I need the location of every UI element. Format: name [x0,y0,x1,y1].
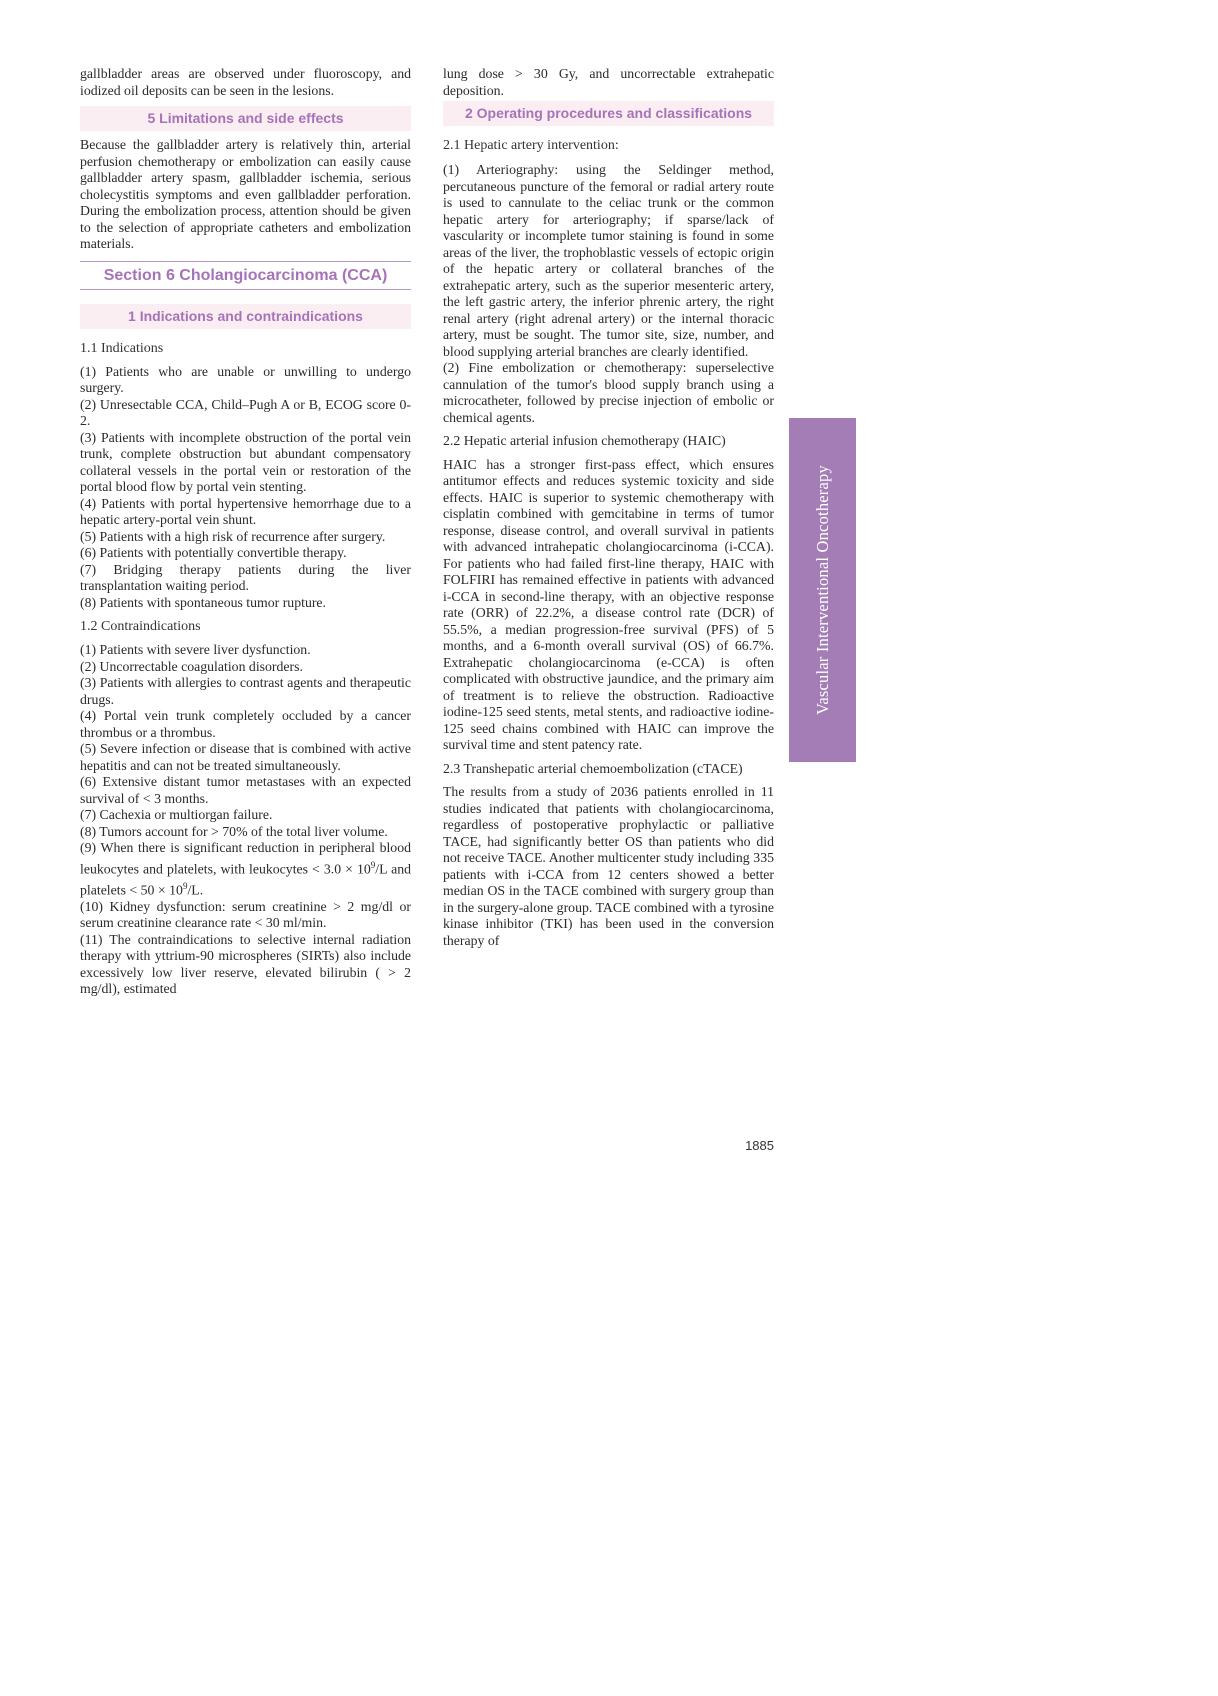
subheading-indications: 1.1 Indications [80,340,164,356]
list-item: (8) Patients with spontaneous tumor rupture. [80,594,327,610]
exponent: 9 [370,859,376,870]
subheading-haic: 2.2 Hepatic arterial infusion chemotherapy (HAIC) [443,433,726,448]
list-item: (7) Bridging therapy patients during the liver transplantation waiting period. [80,561,411,593]
subheading-contraindications: 1.2 Contraindications [80,619,201,634]
list-item: (4) Portal vein trunk completely occluded by a cancer thrombus or a thrombus. [80,708,411,740]
unit-text: /L. [187,882,204,898]
indications-list [80,364,411,612]
subheading-ctace: 2.3 Transhepatic arterial chemoembolization (cTACE) [443,760,743,776]
list-item: (2) Uncorrectable coagulation disorders. [80,658,303,674]
list-item: (2) Unresectable CCA, Child–Pugh A or B, ECOG score 0-2. [80,396,411,428]
list-item: (7) Cachexia or multiorgan failure. [80,807,273,822]
chapter-title: Section 6 Cholangiocarcinoma (CCA) [80,261,411,290]
list-item: (11) The contraindications to selective internal radiation therapy with yttrium-90 microspheres (SIRTs) also include excessively low liver reserve, elevated bilirubin ( > 2 mg/dl), estimated [80,931,411,997]
list-item: (8) Tumors account for > 70% of the total liver volume. [80,823,388,839]
paragraph-fine-embolization: (2) Fine embolization or chemotherapy: superselective cannulation of the tumor's blood supply branch using a microcatheter, followed by precise injection of embolic or chemical agents. [443,360,774,425]
paragraph-arteriography: (1) Arteriography: using the Seldinger method, percutaneous puncture of the femoral or radial artery route is used to cannulate to the celiac trunk or the common hepatic artery for arteriography; if sparse/lack of vascularity or incomplete tumor staining is found in some areas of the liver, the trophoblastic vessels of ectopic origin of the hepatic artery or collateral branches of the extrahepatic artery, such as the superior mesenteric artery, the left gastric artery, the inferior phrenic artery, the right renal artery (right adrenal artery) or the internal thoracic artery, must be sought. The tumor site, size, number, and blood supplying arterial branches are clearly identified. [443,162,774,359]
list-item-leukocytes [80,840,411,899]
list-item: (4) Patients with portal hypertensive hemorrhage due to a hepatic artery-portal vein shunt. [80,495,411,527]
paragraph-haic: HAIC has a stronger first-pass effect, which ensures antitumor effects and reduces systemic toxicity and side effects. HAIC is superior to systemic chemotherapy with cisplatin combined with gemcitabine in terms of tumor response, disease control, and overall survival in patients with advanced intrahepatic cholangiocarcinoma (i-CCA). For patients who had failed first-line therapy, HAIC with FOLFIRI has remained effective in patients with advanced i-CCA in second-line therapy, with an objective response rate (ORR) of 22.2%, a disease control rate (DCR) of 55.5%, a median progression-free survival (PFS) of 5 months, and a 6-month overall survival (OS) of 66.7%. Extrahepatic cholangiocarcinoma (e-CCA) is often complicated with obstructive jaundice, and the primary aim of treatment is to relieve the obstruction. Radioactive iodine-125 seed stents, metal stents, and radioactive iodine-125 seed chains combined with HAIC can improve the survival time and stent patency rate. [443,456,774,752]
paragraph-intro-left: gallbladder areas are observed under fluoroscopy, and iodized oil deposits can be seen in the lesions. [80,66,411,98]
list-item: (1) Patients who are unable or unwilling to undergo surgery. [80,363,411,395]
paragraph-ctace: The results from a study of 2036 patients enrolled in 11 studies indicated that patients with cholangiocarcinoma, regardless of postoperative prophylactic or palliative TACE, had significantly better OS than patients who did not receive TACE. Another multicenter study including 335 patients with i-CCA from 12 centers showed a better median OS in the TACE combined with surgery group than in the surgery-alone group. TACE combined with a tyrosine kinase inhibitor (TKI) has been used in the conversion therapy of [443,784,774,948]
exponent: 9 [182,880,188,891]
paragraph-intro-right: lung dose > 30 Gy, and uncorrectable extrahepatic deposition. [443,66,774,98]
list-item: (5) Patients with a high risk of recurrence after surgery. [80,528,386,544]
list-item: (6) Extensive distant tumor metastases with an expected survival of < 3 months. [80,774,411,806]
page-number: 1885 [745,1138,774,1153]
contraindications-list [80,642,411,998]
leukocyte-text: (9) When there is significant reduction in peripheral blood leukocytes and platelets, with leukocytes < 3.0 × 10 [80,840,411,877]
list-item: (3) Patients with incomplete obstruction of the portal vein trunk, complete obstruction but abundant compensatory collateral vessels in the portal vein or restoration of the portal blood flow by portal vein stenting. [80,429,411,494]
right-column [443,66,774,949]
left-column [80,66,411,998]
list-item: (3) Patients with allergies to contrast agents and therapeutic drugs. [80,675,411,707]
section-heading-limitations: 5 Limitations and side effects [80,106,411,131]
section-heading-procedures: 2 Operating procedures and classifications [443,101,774,126]
list-item: (10) Kidney dysfunction: serum creatinine > 2 mg/dl or serum creatinine clearance rate < 30 ml/min. [80,898,411,931]
section-heading-indications: 1 Indications and contraindications [80,304,411,329]
list-item: (6) Patients with potentially convertible therapy. [80,545,347,560]
list-item: (5) Severe infection or disease that is combined with active hepatitis and can not be treated simultaneously. [80,741,411,773]
subheading-hepatic-artery: 2.1 Hepatic artery intervention: [443,138,619,153]
paragraph-limitations: Because the gallbladder artery is relatively thin, arterial perfusion chemotherapy or embolization can easily cause gallbladder artery spasm, gallbladder ischemia, serious cholecystitis symptoms and even gallbladder perforation. During the embolization process, attention should be given to the selection of appropriate catheters and embolization materials. [80,137,411,251]
list-item: (1) Patients with severe liver dysfunction. [80,642,311,657]
platelet-text: /L and platelets < 50 × 10 [80,861,411,898]
side-tab-label: Vascular Interventional Oncotherapy [812,465,832,715]
side-tab [789,418,856,762]
